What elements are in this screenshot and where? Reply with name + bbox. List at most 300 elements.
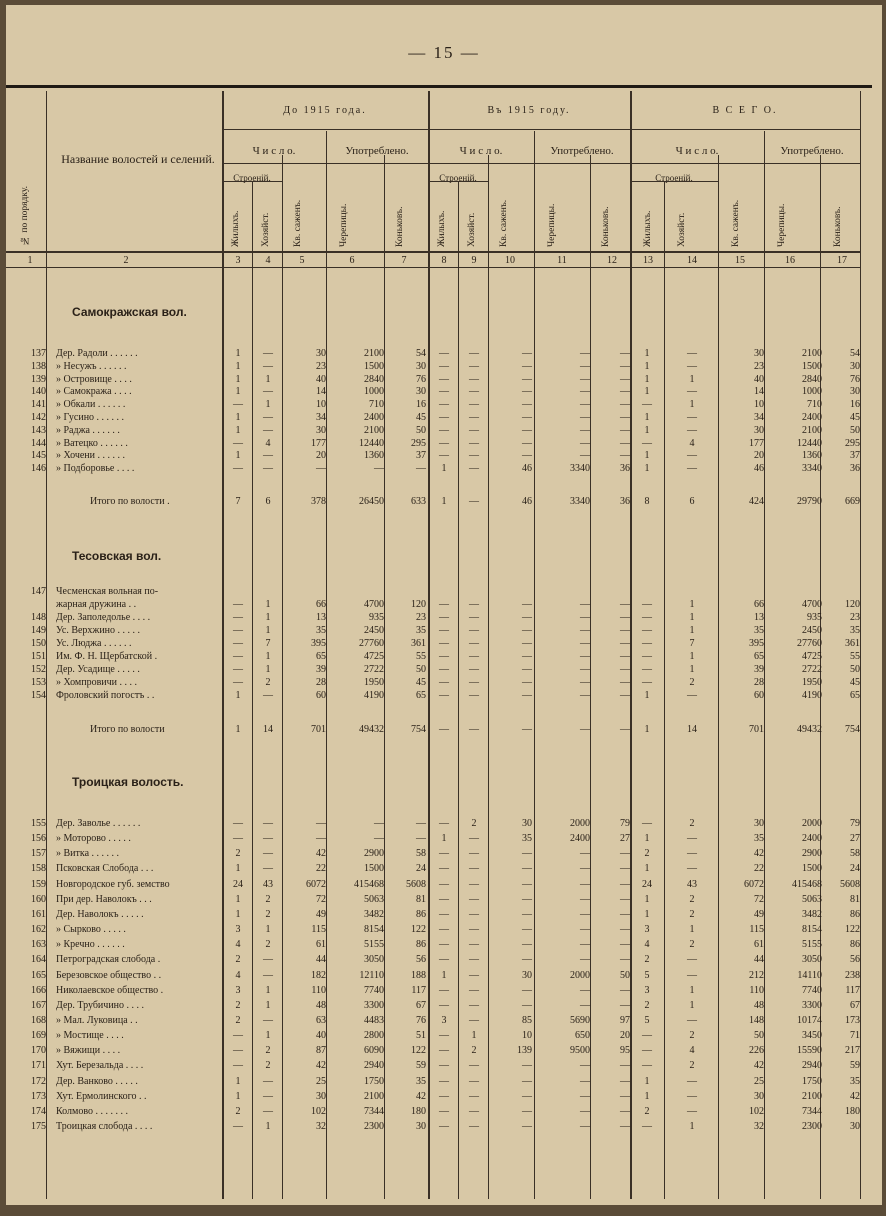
cell-value: 1 <box>235 450 241 462</box>
cell-value: 1 <box>689 664 695 675</box>
cell-value: 6072 <box>306 878 326 890</box>
cell-value: 2940 <box>802 1060 822 1072</box>
cell-value: 1 <box>644 833 650 845</box>
cell-value: 9500 <box>570 1045 590 1057</box>
cell-value: — <box>439 437 449 449</box>
cell-value: 8154 <box>802 924 822 936</box>
cell-value: 59 <box>416 1060 426 1072</box>
cell-value: — <box>263 463 273 475</box>
cell-value: 1 <box>235 373 241 385</box>
horizontal-rule <box>630 181 718 182</box>
cell-value: — <box>620 651 630 662</box>
cell-value: — <box>263 690 273 701</box>
cell-value: 102 <box>749 1105 764 1117</box>
cell-value: 42 <box>850 1090 860 1102</box>
row-number: 148 <box>31 612 46 623</box>
column-number: 8 <box>441 255 447 266</box>
cell-value: — <box>642 638 652 649</box>
cell-value: — <box>580 424 590 436</box>
table-row <box>6 437 882 450</box>
cell-value: 120 <box>845 599 860 610</box>
total-value: 14 <box>687 724 697 735</box>
cell-value: 2900 <box>364 848 384 860</box>
cell-value: 1 <box>235 908 241 920</box>
cell-value: 1 <box>689 612 695 623</box>
cell-value: — <box>263 450 273 462</box>
cell-value: 30 <box>850 1121 860 1132</box>
row-number: 161 <box>31 908 46 920</box>
row-number: 171 <box>31 1060 46 1072</box>
cell-value: 10174 <box>797 1014 822 1026</box>
cell-value: — <box>263 848 273 860</box>
settlement-name: Дер. Усадище . . . . . <box>56 664 140 675</box>
cell-value: 2800 <box>364 1030 384 1042</box>
table-row <box>6 847 882 860</box>
cell-value: 5 <box>644 969 650 981</box>
cell-value: 1 <box>689 625 695 636</box>
cell-value: — <box>233 399 243 411</box>
settlement-name: » Кречно . . . . . . <box>56 939 125 951</box>
cell-value: 76 <box>850 373 860 385</box>
header-subcolumn-label: Жилыхъ. <box>437 210 447 247</box>
cell-value: 1 <box>689 651 695 662</box>
cell-value: 45 <box>850 677 860 688</box>
cell-value: — <box>687 969 697 981</box>
cell-value: 1 <box>265 599 271 610</box>
cell-value: — <box>233 664 243 675</box>
row-number: 164 <box>31 954 46 966</box>
cell-value: 2100 <box>364 424 384 436</box>
cell-value: — <box>620 954 630 966</box>
cell-value: 27 <box>850 833 860 845</box>
settlement-name: » Мостище . . . . <box>56 1030 124 1042</box>
cell-value: — <box>580 1121 590 1132</box>
cell-value: — <box>642 399 652 411</box>
cell-value: — <box>687 348 697 359</box>
row-number: 150 <box>31 638 46 649</box>
row-number: 159 <box>31 878 46 890</box>
cell-value: 115 <box>311 924 326 936</box>
cell-value: 54 <box>416 348 426 359</box>
cell-value: 102 <box>311 1105 326 1117</box>
total-value: — <box>620 724 630 735</box>
settlement-name: » Сырково . . . . . <box>56 924 126 936</box>
cell-value: 50 <box>850 664 860 675</box>
cell-value: — <box>620 599 630 610</box>
cell-value: — <box>416 833 426 845</box>
settlement-name: Чесменская вольная по- <box>56 586 159 597</box>
cell-value: 182 <box>311 969 326 981</box>
cell-value: 395 <box>311 638 326 649</box>
cell-value: — <box>439 373 449 385</box>
cell-value: 212 <box>749 969 764 981</box>
header-subcolumn-label: Кв. саженъ. <box>293 199 303 247</box>
cell-value: 4725 <box>802 651 822 662</box>
cell-value: — <box>642 1060 652 1072</box>
table-row <box>6 462 882 475</box>
cell-value: 63 <box>316 1014 326 1026</box>
header-subcolumn-label: Хозяйст. <box>467 212 477 247</box>
cell-value: — <box>580 625 590 636</box>
cell-value: 3300 <box>364 999 384 1011</box>
cell-value: 4 <box>235 939 241 951</box>
table-row <box>6 1059 882 1072</box>
cell-value: — <box>469 360 479 372</box>
cell-value: — <box>580 924 590 936</box>
settlement-name: » Несужъ . . . . . . <box>56 360 127 372</box>
cell-value: 22 <box>754 863 764 875</box>
cell-value: 1 <box>235 1090 241 1102</box>
cell-value: — <box>522 1121 532 1132</box>
cell-value: 1 <box>265 625 271 636</box>
settlement-name: » Островище . . . . <box>56 373 132 385</box>
cell-value: — <box>620 848 630 860</box>
row-number: 163 <box>31 939 46 951</box>
cell-value: 5155 <box>802 939 822 951</box>
cell-value: 50 <box>850 424 860 436</box>
cell-value: 1 <box>689 1121 695 1132</box>
cell-value: — <box>469 651 479 662</box>
cell-value: — <box>642 677 652 688</box>
settlement-name: » Обкали . . . . . . <box>56 399 126 411</box>
cell-value: 2300 <box>802 1121 822 1132</box>
cell-value: — <box>687 463 697 475</box>
cell-value: — <box>469 1121 479 1132</box>
cell-value: — <box>233 625 243 636</box>
settlement-name: » Вяжищи . . . . <box>56 1045 121 1057</box>
cell-value: — <box>522 664 532 675</box>
cell-value: 30 <box>316 1090 326 1102</box>
cell-value: 4190 <box>364 690 384 701</box>
cell-value: — <box>580 893 590 905</box>
cell-value: — <box>687 690 697 701</box>
cell-value: 1 <box>265 664 271 675</box>
cell-value: — <box>522 924 532 936</box>
cell-value: 97 <box>620 1014 630 1026</box>
cell-value: — <box>687 450 697 462</box>
cell-value: — <box>469 893 479 905</box>
cell-value: 35 <box>316 625 326 636</box>
cell-value: 935 <box>369 612 384 623</box>
cell-value: 65 <box>850 690 860 701</box>
cell-value: 4725 <box>364 651 384 662</box>
cell-value: 86 <box>416 908 426 920</box>
cell-value: — <box>439 348 449 359</box>
cell-value: — <box>263 424 273 436</box>
cell-value: — <box>416 818 426 829</box>
cell-value: — <box>642 437 652 449</box>
cell-value: 180 <box>845 1105 860 1117</box>
cell-value: 30 <box>416 386 426 398</box>
cell-value: — <box>439 878 449 890</box>
cell-value: 935 <box>807 612 822 623</box>
cell-value: — <box>580 348 590 359</box>
cell-value: — <box>522 999 532 1011</box>
row-number: 169 <box>31 1030 46 1042</box>
cell-value: 56 <box>416 954 426 966</box>
header-subcolumn-label: Коньковъ. <box>833 206 843 247</box>
cell-value: 148 <box>749 1014 764 1026</box>
cell-value: 20 <box>620 1030 630 1042</box>
cell-value: 1 <box>235 1075 241 1087</box>
cell-value: 3 <box>644 924 650 936</box>
cell-value: 7 <box>265 638 271 649</box>
column-number: 15 <box>735 255 745 266</box>
cell-value: — <box>620 908 630 920</box>
cell-value: 1950 <box>802 677 822 688</box>
cell-value: 35 <box>522 833 532 845</box>
cell-value: 42 <box>316 848 326 860</box>
cell-value: 35 <box>850 1075 860 1087</box>
cell-value: — <box>620 690 630 701</box>
cell-value: 1 <box>265 984 271 996</box>
cell-value: — <box>439 818 449 829</box>
cell-value: — <box>620 893 630 905</box>
cell-value: 650 <box>575 1030 590 1042</box>
cell-value: — <box>233 463 243 475</box>
header-subcolumn-label: Жилыхъ. <box>643 210 653 247</box>
cell-value: 3340 <box>802 463 822 475</box>
cell-value: — <box>620 348 630 359</box>
cell-value: 2 <box>265 908 271 920</box>
cell-value: 23 <box>850 612 860 623</box>
cell-value: — <box>263 1105 273 1117</box>
row-number: 175 <box>31 1121 46 1132</box>
cell-value: — <box>522 599 532 610</box>
settlement-name: Дер. Заволье . . . . . . <box>56 818 141 829</box>
cell-value: 2 <box>689 677 695 688</box>
cell-value: — <box>469 399 479 411</box>
cell-value: — <box>687 386 697 398</box>
cell-value: 2 <box>265 893 271 905</box>
cell-value: — <box>580 848 590 860</box>
cell-value: 16 <box>416 399 426 411</box>
cell-value: 1360 <box>364 450 384 462</box>
cell-value: 4190 <box>802 690 822 701</box>
cell-value: — <box>263 863 273 875</box>
cell-value: — <box>469 969 479 981</box>
cell-value: 6072 <box>744 878 764 890</box>
cell-value: — <box>687 1075 697 1087</box>
cell-value: 10 <box>522 1030 532 1042</box>
cell-value: 45 <box>416 412 426 423</box>
table-row <box>6 984 882 997</box>
total-value: 701 <box>311 724 326 735</box>
row-number: 155 <box>31 818 46 829</box>
cell-value: 5155 <box>364 939 384 951</box>
cell-value: 2000 <box>570 969 590 981</box>
cell-value: — <box>416 463 426 475</box>
cell-value: 42 <box>316 1060 326 1072</box>
cell-value: — <box>620 360 630 372</box>
cell-value: 1 <box>235 863 241 875</box>
cell-value: 50 <box>620 969 630 981</box>
table-row <box>6 449 882 462</box>
cell-value: — <box>439 1075 449 1087</box>
table-row <box>6 598 882 611</box>
cell-value: — <box>469 999 479 1011</box>
total-label: Итого по волости . <box>90 496 170 507</box>
cell-value: 14 <box>754 386 764 398</box>
cell-value: 25 <box>754 1075 764 1087</box>
cell-value: — <box>522 863 532 875</box>
cell-value: — <box>469 463 479 475</box>
total-value: 378 <box>311 496 326 507</box>
settlement-name: » Раджа . . . . . . <box>56 424 120 436</box>
cell-value: — <box>620 1105 630 1117</box>
table-row <box>6 689 882 702</box>
top-rule <box>6 85 872 88</box>
settlement-name: Дер. Радоли . . . . . . <box>56 348 138 359</box>
settlement-name: » Мал. Луковица . . <box>56 1014 138 1026</box>
cell-value: 36 <box>850 463 860 475</box>
cell-value: 72 <box>316 893 326 905</box>
cell-value: 76 <box>416 373 426 385</box>
cell-value: 2 <box>471 1045 477 1057</box>
cell-value: 5608 <box>840 878 860 890</box>
cell-value: — <box>642 625 652 636</box>
cell-value: 1 <box>689 399 695 411</box>
cell-value: — <box>469 599 479 610</box>
cell-value: 2 <box>689 939 695 951</box>
cell-value: — <box>620 386 630 398</box>
cell-value: 2400 <box>570 833 590 845</box>
cell-value: 2400 <box>802 412 822 423</box>
header-upotrebleno-3: Употреблено. <box>780 145 844 157</box>
cell-value: 49 <box>316 908 326 920</box>
cell-value: — <box>620 612 630 623</box>
cell-value: — <box>233 612 243 623</box>
cell-value: 23 <box>316 360 326 372</box>
cell-value: 30 <box>316 424 326 436</box>
cell-value: — <box>522 893 532 905</box>
cell-value: — <box>580 599 590 610</box>
cell-value: — <box>263 412 273 423</box>
cell-value: 39 <box>316 664 326 675</box>
header-stroeniy-1: Строеній. <box>233 173 271 183</box>
cell-value: — <box>469 690 479 701</box>
header-stroeniy-3: Строеній. <box>655 173 693 183</box>
cell-value: 2450 <box>364 625 384 636</box>
cell-value: 2000 <box>570 818 590 829</box>
cell-value: 71 <box>850 1030 860 1042</box>
cell-value: — <box>522 348 532 359</box>
cell-value: 2900 <box>802 848 822 860</box>
table-row <box>6 1120 882 1133</box>
cell-value: 81 <box>850 893 860 905</box>
column-number: 13 <box>643 255 653 266</box>
cell-value: — <box>522 690 532 701</box>
header-subcolumn-label: Кв. саженъ. <box>731 199 741 247</box>
cell-value: 3 <box>235 924 241 936</box>
cell-value: — <box>522 638 532 649</box>
cell-value: 1 <box>265 651 271 662</box>
cell-value: 1 <box>265 373 271 385</box>
cell-value: 72 <box>754 893 764 905</box>
cell-value: 61 <box>316 939 326 951</box>
column-number: 7 <box>401 255 407 266</box>
row-number: 137 <box>31 348 46 359</box>
cell-value: — <box>469 908 479 920</box>
header-subcolumn-label: Черепицы. <box>339 203 349 247</box>
cell-value: 2 <box>235 1014 241 1026</box>
cell-value: 1 <box>644 690 650 701</box>
header-subcolumn-label: Жилыхъ. <box>231 210 241 247</box>
cell-value: 20 <box>754 450 764 462</box>
settlement-name: Псковская Слобода . . . <box>56 863 154 875</box>
cell-value: 2000 <box>802 818 822 829</box>
table-row <box>6 347 882 360</box>
cell-value: 295 <box>411 437 426 449</box>
cell-value: 60 <box>316 690 326 701</box>
cell-value: 65 <box>754 651 764 662</box>
cell-value: 36 <box>620 463 630 475</box>
settlement-name: » Гусино . . . . . . <box>56 412 125 423</box>
cell-value: 1 <box>644 424 650 436</box>
table-row <box>6 817 882 830</box>
cell-value: — <box>620 677 630 688</box>
cell-value: — <box>522 625 532 636</box>
table-row <box>6 908 882 921</box>
cell-value: 7 <box>689 638 695 649</box>
cell-value: 39 <box>754 664 764 675</box>
cell-value: 4 <box>689 1045 695 1057</box>
cell-value: 5690 <box>570 1014 590 1026</box>
row-number: 158 <box>31 863 46 875</box>
table-row <box>6 938 882 951</box>
cell-value: — <box>439 954 449 966</box>
total-value: 669 <box>845 496 860 507</box>
cell-value: — <box>522 386 532 398</box>
cell-value: — <box>580 399 590 411</box>
total-value: 26450 <box>359 496 384 507</box>
cell-value: 30 <box>850 360 860 372</box>
total-value: — <box>580 724 590 735</box>
header-group-total: В С Е Г О. <box>712 105 778 116</box>
cell-value: — <box>580 954 590 966</box>
header-subcolumn-label: Черепицы. <box>547 203 557 247</box>
cell-value: 1 <box>265 924 271 936</box>
cell-value: 710 <box>369 399 384 411</box>
cell-value: — <box>263 1014 273 1026</box>
row-number: 165 <box>31 969 46 981</box>
cell-value: 180 <box>411 1105 426 1117</box>
cell-value: — <box>580 664 590 675</box>
cell-value: 35 <box>416 625 426 636</box>
cell-value: 217 <box>845 1045 860 1057</box>
row-number: 160 <box>31 893 46 905</box>
horizontal-rule <box>222 129 860 130</box>
cell-value: — <box>469 450 479 462</box>
cell-value: 361 <box>845 638 860 649</box>
settlement-name: » Витка . . . . . . <box>56 848 120 860</box>
cell-value: — <box>263 969 273 981</box>
column-number: 6 <box>349 255 355 266</box>
total-value: 49432 <box>797 724 822 735</box>
cell-value: — <box>263 833 273 845</box>
cell-value: 1 <box>644 1075 650 1087</box>
settlement-name: При дер. Наволокъ . . . <box>56 893 152 905</box>
cell-value: 2400 <box>364 412 384 423</box>
cell-value: — <box>469 386 479 398</box>
cell-value: 1 <box>265 1121 271 1132</box>
header-chislo-1: Ч и с л о. <box>252 145 296 157</box>
cell-value: — <box>469 984 479 996</box>
cell-value: 8154 <box>364 924 384 936</box>
cell-value: 28 <box>316 677 326 688</box>
cell-value: — <box>439 1105 449 1117</box>
cell-value: — <box>522 878 532 890</box>
